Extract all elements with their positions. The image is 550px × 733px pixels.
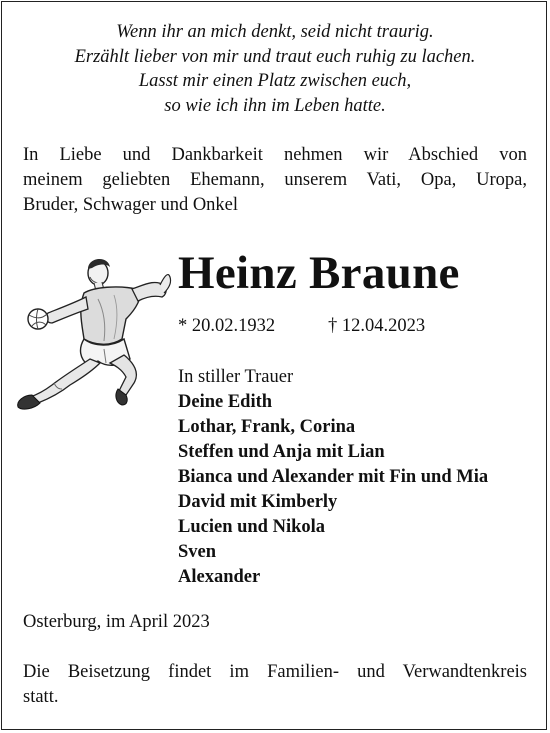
poem-line: Erzählt lieber von mir und traut euch ruhig zu lachen. [74,46,476,67]
place-date: Osterburg, im April 2023 [23,612,210,632]
poem-line: Wenn ihr an mich denkt, seid nicht traurig. [116,22,434,42]
deceased-name: Heinz Braune [178,247,460,299]
birth-date: * 20.02.1932 [178,316,276,336]
poem-line: so wie ich ihn im Leben hatte. [164,95,386,116]
mourners-label: In stiller Trauer [178,367,294,387]
funeral-line: Die Beisetzung findet im Familien- und Verwandtenkreis [23,662,527,682]
poem-line: Lasst mir einen Platz zwischen euch, [138,71,412,91]
mourner-entry: Lothar, Frank, Corina [178,417,356,437]
intro-line: In Liebe und Dankbarkeit nehmen wir Abschied von [23,145,527,165]
mourners-list [178,365,538,590]
mourner-entry: Bianca und Alexander mit Fin und Mia [178,467,489,487]
funeral-line: statt. [23,687,59,707]
mourner-entry: Deine Edith [178,392,273,412]
handball-player-icon [14,255,176,420]
intro-text [23,143,527,218]
funeral-notice [23,660,527,710]
death-date: † 12.04.2023 [328,316,426,336]
mourner-entry: Alexander [178,567,261,587]
intro-line: Bruder, Schwager und Onkel [23,195,239,215]
mourner-entry: David mit Kimberly [178,492,338,512]
mourner-entry: Lucien und Nikola [178,517,326,537]
poem [0,20,550,118]
mourner-entry: Sven [178,542,217,562]
intro-line: meinem geliebten Ehemann, unserem Vati, Opa, Uropa, [23,170,527,190]
mourner-entry: Steffen und Anja mit Lian [178,442,385,462]
